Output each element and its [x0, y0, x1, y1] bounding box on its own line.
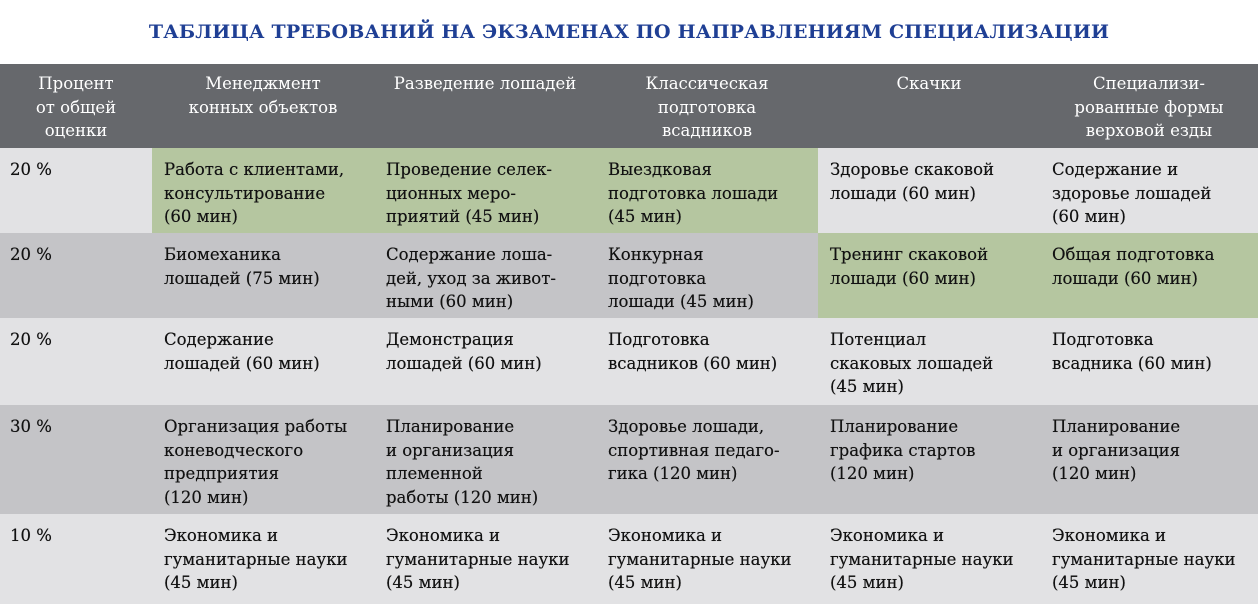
table-cell: Экономика и гуманитарные науки (45 мин)	[818, 514, 1040, 604]
table-row	[0, 405, 1258, 514]
table-title: ТАБЛИЦА ТРЕБОВАНИЙ НА ЭКЗАМЕНАХ ПО НАПРАВЛЕНИЯМ СПЕЦИАЛИЗАЦИИ	[148, 21, 1110, 43]
header-racing: Скачки	[818, 64, 1040, 148]
header-breeding: Разведение лошадей	[374, 64, 596, 148]
table-cell: Подготовка всадника (60 мин)	[1040, 318, 1258, 405]
percent-cell: 10 %	[0, 514, 152, 604]
percent-cell: 20 %	[0, 233, 152, 318]
table-row	[0, 233, 1258, 318]
table-cell: Экономика и гуманитарные науки (45 мин)	[1040, 514, 1258, 604]
table-cell: Выездковая подготовка лошади (45 мин)	[596, 148, 818, 233]
table-cell: Работа с клиентами, консультирование (60 мин)	[152, 148, 374, 233]
table-cell: Проведение селек- ционных меро- приятий (45 мин)	[374, 148, 596, 233]
table-cell: Экономика и гуманитарные науки (45 мин)	[596, 514, 818, 604]
table-cell: Конкурная подготовка лошади (45 мин)	[596, 233, 818, 318]
table-cell: Общая подготовка лошади (60 мин)	[1040, 233, 1258, 318]
header-management: Менеджмент конных объектов	[152, 64, 374, 148]
table-cell: Здоровье лошади, спортивная педаго- гика (120 мин)	[596, 405, 818, 514]
table-cell: Здоровье скаковой лошади (60 мин)	[818, 148, 1040, 233]
table-cell: Содержание и здоровье лошадей (60 мин)	[1040, 148, 1258, 233]
exam-requirements-table	[0, 64, 1258, 604]
percent-cell: 20 %	[0, 148, 152, 233]
table-cell: Биомеханика лошадей (75 мин)	[152, 233, 374, 318]
percent-cell: 20 %	[0, 318, 152, 405]
table-cell: Экономика и гуманитарные науки (45 мин)	[374, 514, 596, 604]
header-classical-riding: Классическая подготовка всадников	[596, 64, 818, 148]
table-cell: Организация работы коневодческого предприятия (120 мин)	[152, 405, 374, 514]
table-row	[0, 148, 1258, 233]
table-cell: Экономика и гуманитарные науки (45 мин)	[152, 514, 374, 604]
table-cell: Планирование графика стартов (120 мин)	[818, 405, 1040, 514]
table-cell: Планирование и организация племенной работы (120 мин)	[374, 405, 596, 514]
table-row	[0, 514, 1258, 604]
header-row	[0, 64, 1258, 148]
table-cell: Подготовка всадников (60 мин)	[596, 318, 818, 405]
table-cell: Содержание лошадей (60 мин)	[152, 318, 374, 405]
table-cell: Планирование и организация (120 мин)	[1040, 405, 1258, 514]
table-cell: Тренинг скаковой лошади (60 мин)	[818, 233, 1040, 318]
header-specialized-riding: Специализи- рованные формы верховой езды	[1040, 64, 1258, 148]
table-cell: Содержание лоша- дей, уход за живот- ными (60 мин)	[374, 233, 596, 318]
table-row	[0, 318, 1258, 405]
header-percent: Процент от общей оценки	[0, 64, 152, 148]
table-cell: Демонстрация лошадей (60 мин)	[374, 318, 596, 405]
table-cell: Потенциал скаковых лошадей (45 мин)	[818, 318, 1040, 405]
percent-cell: 30 %	[0, 405, 152, 514]
